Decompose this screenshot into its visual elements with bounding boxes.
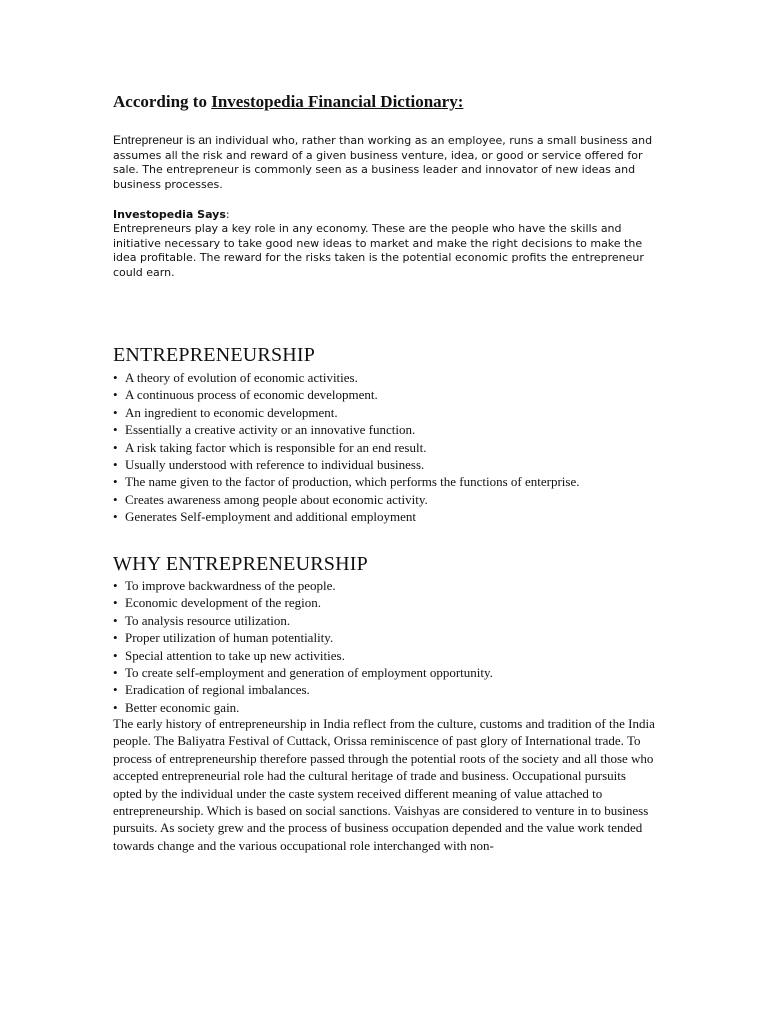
list-item bbox=[113, 491, 673, 508]
bullet-icon: • bbox=[113, 404, 118, 420]
bullet-icon: • bbox=[113, 665, 118, 681]
says-label: Investopedia Says bbox=[113, 208, 226, 221]
list-item-text: To improve backwardness of the people. bbox=[125, 578, 336, 593]
list-item bbox=[113, 404, 673, 421]
list-item bbox=[113, 473, 673, 490]
dictionary-source-link: Investopedia Financial Dictionary: bbox=[211, 92, 464, 111]
list-item bbox=[113, 699, 673, 716]
list-item-text: Eradication of regional imbalances. bbox=[125, 682, 310, 698]
dictionary-prefix: According to bbox=[113, 92, 212, 111]
list-item bbox=[113, 594, 673, 611]
list-item bbox=[113, 456, 673, 473]
list-item-text: To create self-employment and generation of employment opportunity. bbox=[125, 665, 493, 681]
list-item-text: A continuous process of economic development. bbox=[125, 387, 378, 403]
bullet-icon: • bbox=[113, 439, 118, 455]
list-item-text: To analysis resource utilization. bbox=[125, 612, 291, 628]
bullet-icon: • bbox=[113, 474, 118, 490]
says-colon: : bbox=[225, 208, 230, 221]
list-item-text: Proper utilization of human potentiality. bbox=[125, 630, 334, 646]
investopedia-says-text: Entrepreneurs play a key role in any economy. These are the people who have the skills and initiative necessary to take good new ideas to market and make the right decisions to make the idea profitable. The reward for the risks taken is the potential economic profits the entrepreneur could earn. bbox=[113, 222, 644, 279]
bullet-icon: • bbox=[113, 682, 118, 698]
dictionary-heading bbox=[113, 92, 463, 112]
bullet-icon: • bbox=[113, 595, 118, 611]
list-item-text: Usually understood with reference to individual business. bbox=[125, 457, 425, 473]
list-item-text: A risk taking factor which is responsible for an end result. bbox=[125, 439, 427, 455]
entrepreneurship-list bbox=[113, 369, 673, 526]
list-item-text: Economic development of the region. bbox=[125, 595, 322, 611]
bullet-icon: • bbox=[113, 422, 118, 438]
bullet-icon: • bbox=[113, 491, 118, 507]
bullet-icon: • bbox=[113, 699, 118, 715]
list-item-text: An ingredient to economic development. bbox=[125, 404, 338, 420]
list-item-text: Better economic gain. bbox=[125, 699, 240, 715]
list-item bbox=[113, 421, 673, 438]
list-item-text: The name given to the factor of production, which performs the functions of enterprise. bbox=[125, 474, 580, 490]
bullet-icon: • bbox=[113, 578, 118, 593]
bullet-icon: • bbox=[113, 612, 118, 628]
bullet-icon: • bbox=[113, 387, 118, 403]
entrepreneur-definition bbox=[113, 133, 658, 192]
list-item-text: Special attention to take up new activities. bbox=[125, 647, 345, 663]
entrepreneurship-heading: ENTREPRENEURSHIP bbox=[113, 344, 316, 366]
list-item bbox=[113, 681, 673, 698]
list-item bbox=[113, 439, 673, 456]
bullet-icon: • bbox=[113, 630, 118, 646]
list-item bbox=[113, 577, 673, 594]
investopedia-says-heading bbox=[113, 208, 230, 223]
list-item-text: Essentially a creative activity or an innovative function. bbox=[125, 422, 416, 438]
list-item bbox=[113, 647, 673, 664]
list-item bbox=[113, 629, 673, 646]
list-item bbox=[113, 664, 673, 681]
list-item bbox=[113, 508, 673, 525]
bullet-icon: • bbox=[113, 370, 118, 385]
list-item-text: A theory of evolution of economic activities. bbox=[125, 370, 358, 385]
why-entrepreneurship-list bbox=[113, 577, 673, 716]
definition-lead: Entrepreneur is an bbox=[113, 133, 212, 147]
list-item bbox=[113, 612, 673, 629]
definition-body: individual who, rather than working as an employee, runs a small business and assumes all the risk and reward of a given business venture, idea, or good or service offered for sale. The entrepreneur is commonly seen as a business leader and innovator of new ideas and business processes. bbox=[113, 134, 653, 191]
bullet-icon: • bbox=[113, 509, 118, 525]
bullet-icon: • bbox=[113, 457, 118, 473]
list-item-text: Creates awareness among people about economic activity. bbox=[125, 491, 428, 507]
bullet-icon: • bbox=[113, 647, 118, 663]
why-entrepreneurship-heading: WHY ENTREPRENEURSHIP bbox=[113, 553, 368, 575]
list-item-text: Generates Self-employment and additional employment bbox=[125, 509, 416, 525]
list-item bbox=[113, 369, 673, 386]
history-paragraph: The early history of entrepreneurship in India reflect from the culture, customs and tradition of the India people. The Baliyatra Festival of Cuttack, Orissa reminiscence of past glory of International trade. To process of entrepreneurship therefore passed through the potential roots of the society and all those who accepted entrepreneurial role had the cultural heritage of trade and business. Occupational pursuits opted by the individual under the caste system received different meaning of value attached to entrepreneurship. Which is based on social sanctions. Vaishyas are considered to venture in to business pursuits. As society grew and the process of business occupation depended and the value work tended towards change and the various occupational role interchanged with non- bbox=[113, 716, 655, 853]
list-item bbox=[113, 386, 673, 403]
